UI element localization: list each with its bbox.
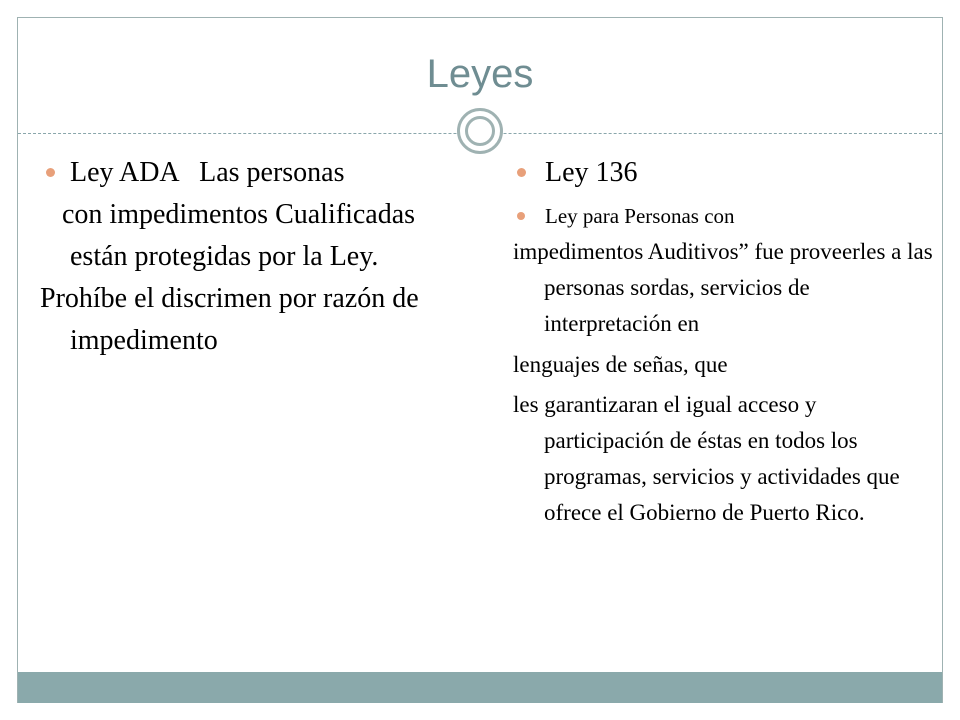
bullet-dot-icon <box>517 212 525 220</box>
left-bullet-item <box>40 152 445 194</box>
right-paragraph-garantizaran: les garantizaran el igual acceso y participación de éstas en todos los programas, servicios y actividades que ofrece el Gobierno de Puerto Rico. <box>513 392 900 525</box>
right-sub-bullet-text: Ley para Personas con <box>545 204 735 228</box>
right-column <box>513 152 933 531</box>
left-paragraph-continuation: con impedimentos Cualificadas están protegidas por la Ley. <box>62 199 416 272</box>
right-paragraph-impedimentos: impedimentos Auditivos” fue proveerles a las personas sordas, servicios de interpretación en <box>513 239 933 336</box>
slide-title: Leyes <box>426 52 534 96</box>
bottom-accent-bar <box>18 672 942 703</box>
circle-ornament-icon <box>457 108 503 154</box>
left-column <box>40 152 445 362</box>
bullet-dot-icon <box>517 168 526 177</box>
right-bullet-item-ley-para <box>513 200 933 232</box>
bullet-dot-icon <box>46 168 55 177</box>
right-bullet-text: Ley 136 <box>545 157 638 188</box>
circle-ornament-inner <box>465 116 495 146</box>
right-bullet-item-ley-136 <box>513 152 933 194</box>
right-paragraph-lenguajes: lenguajes de señas, que <box>513 352 728 377</box>
left-paragraph-prohibe: Prohíbe el discrimen por razón de impedimento <box>40 283 419 356</box>
left-bullet-text: Ley ADA Las personas <box>70 157 345 188</box>
